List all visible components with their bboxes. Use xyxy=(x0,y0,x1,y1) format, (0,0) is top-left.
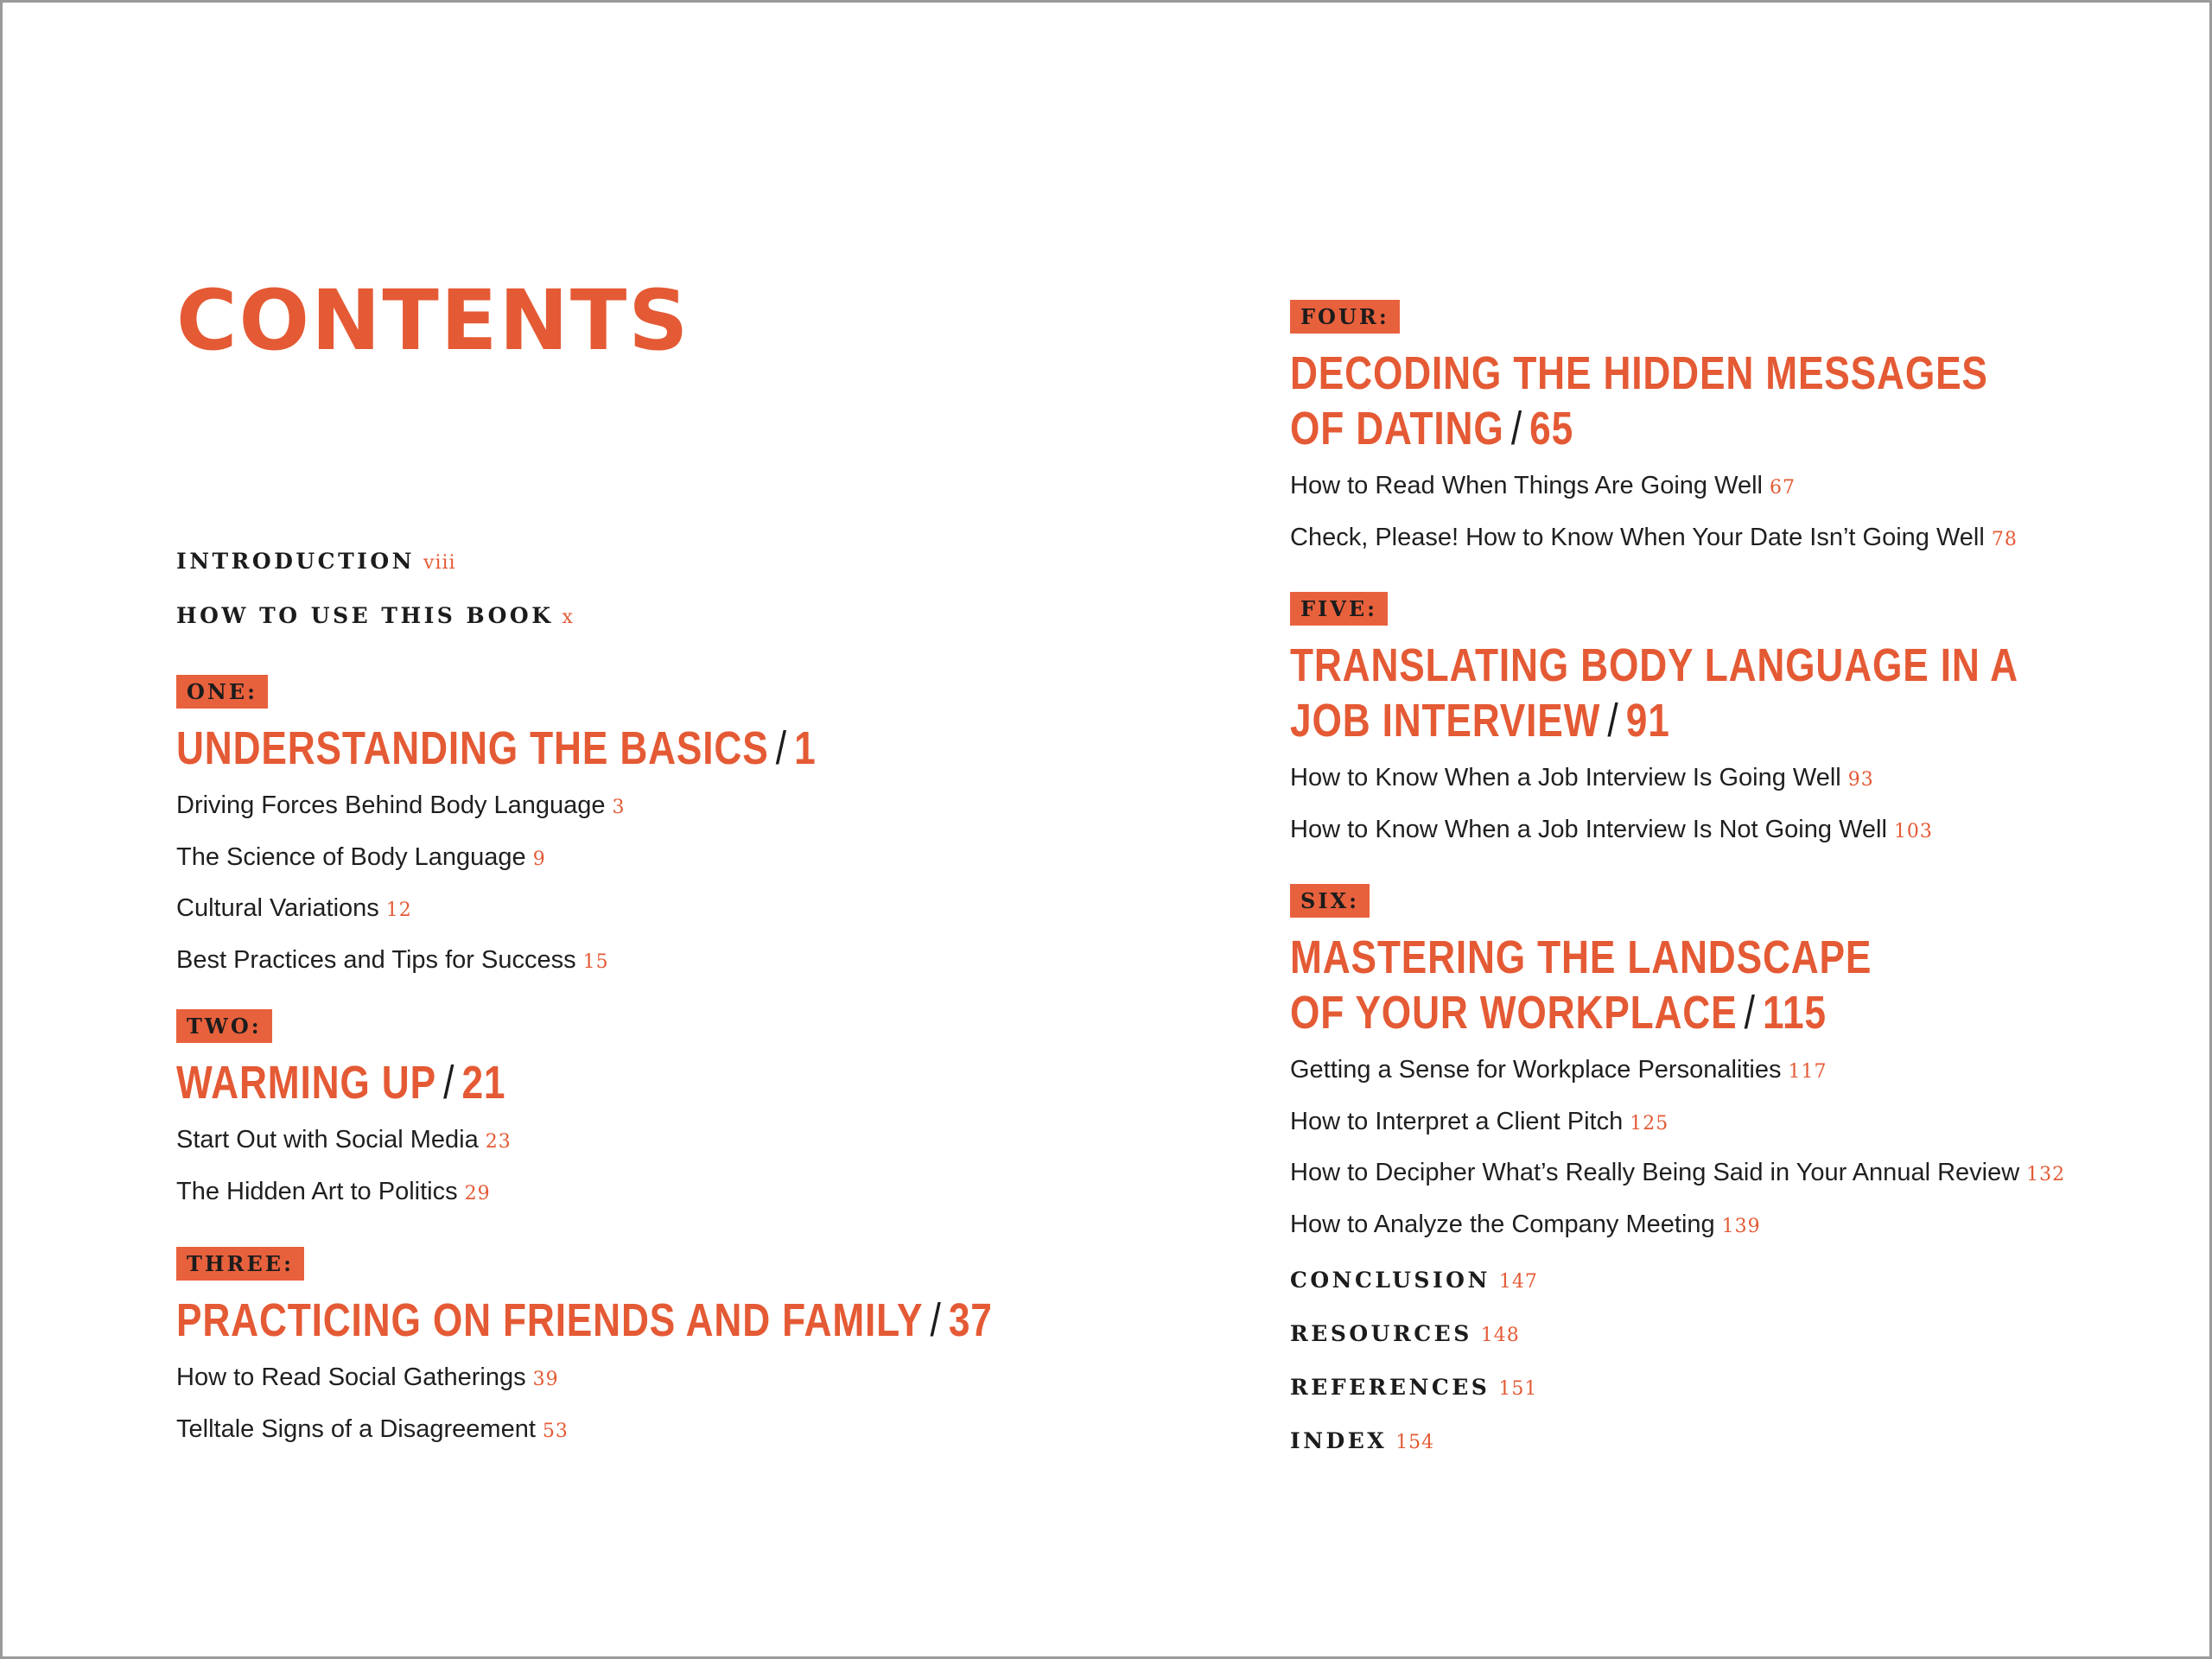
entry-title: The Science of Body Language xyxy=(176,842,526,871)
entry-list xyxy=(1290,461,2141,564)
chapter-page: 37 xyxy=(948,1294,993,1346)
toc-entry[interactable] xyxy=(176,1405,1172,1457)
page-number: 147 xyxy=(1498,1271,1538,1293)
toc-entry[interactable] xyxy=(1290,1046,2065,1097)
entry-page: 29 xyxy=(464,1182,491,1205)
page-number: 154 xyxy=(1395,1432,1435,1453)
back-matter-conclusion[interactable] xyxy=(1290,1268,1538,1293)
separator-slash: / xyxy=(1744,987,1756,1039)
part-one xyxy=(176,675,957,987)
chapter-title-line: JOB INTERVIEW xyxy=(1290,695,1601,747)
chapter-title[interactable] xyxy=(1290,638,2018,748)
chapter-page: 1 xyxy=(794,722,817,774)
entry-page: 103 xyxy=(1893,820,1933,842)
part-badge: FOUR: xyxy=(1290,300,1400,334)
entry-title: Driving Forces Behind Body Language xyxy=(176,791,606,819)
back-matter-label: RESOURCES xyxy=(1290,1321,1472,1346)
part-badge: THREE: xyxy=(176,1247,304,1281)
toc-entry[interactable] xyxy=(176,884,957,936)
entry-title: How to Know When a Job Interview Is Not Going Well xyxy=(1290,815,1887,843)
entry-title: Start Out with Social Media xyxy=(176,1126,479,1154)
separator-slash: / xyxy=(443,1057,455,1109)
separator-slash: / xyxy=(1607,695,1619,747)
part-badge: TWO: xyxy=(176,1009,272,1043)
toc-entry[interactable] xyxy=(176,833,957,885)
entry-page: 15 xyxy=(582,950,609,973)
chapter-title-line: DECODING THE HIDDEN MESSAGES xyxy=(1290,347,1988,399)
toc-entry[interactable] xyxy=(1290,753,2178,805)
entry-title: Cultural Variations xyxy=(176,894,379,922)
entry-title: Getting a Sense for Workplace Personalities xyxy=(1290,1056,1782,1084)
part-four xyxy=(1290,300,2141,564)
entry-title: The Hidden Art to Politics xyxy=(176,1177,458,1205)
entry-page: 53 xyxy=(542,1420,569,1442)
toc-entry[interactable] xyxy=(1290,805,2178,857)
toc-entry[interactable] xyxy=(176,1167,578,1219)
entry-title: Telltale Signs of a Disagreement xyxy=(176,1414,536,1443)
separator-slash: / xyxy=(1510,403,1522,454)
toc-entry[interactable] xyxy=(176,781,957,833)
entry-title: How to Interpret a Client Pitch xyxy=(1290,1107,1624,1135)
entry-list xyxy=(176,781,957,987)
toc-entry[interactable] xyxy=(1290,461,2141,513)
entry-list xyxy=(1290,1046,2065,1251)
chapter-title-line: OF YOUR WORKPLACE xyxy=(1290,987,1738,1039)
chapter-title[interactable] xyxy=(1290,346,1988,456)
entry-page: 132 xyxy=(2026,1164,2066,1185)
entry-title: How to Decipher What’s Really Being Said in Your Annual Review xyxy=(1290,1159,2020,1186)
page-number: 151 xyxy=(1498,1378,1538,1400)
entry-page: 12 xyxy=(385,899,412,921)
chapter-title-line: OF DATING xyxy=(1290,403,1504,454)
toc-entry[interactable] xyxy=(1290,1148,2065,1200)
entry-list xyxy=(176,1353,1172,1456)
entry-page: 9 xyxy=(532,848,546,870)
entry-page: 78 xyxy=(1991,528,2018,550)
front-matter-introduction[interactable] xyxy=(176,549,456,574)
entry-page: 93 xyxy=(1847,769,1874,791)
back-matter-references[interactable] xyxy=(1290,1375,1537,1400)
separator-slash: / xyxy=(775,722,787,774)
chapter-title[interactable] xyxy=(176,1293,993,1348)
entry-page: 67 xyxy=(1769,477,1796,499)
entry-title: How to Analyze the Company Meeting xyxy=(1290,1210,1715,1238)
chapter-title-line: MASTERING THE LANDSCAPE xyxy=(1290,931,1872,983)
back-matter-label: INDEX xyxy=(1290,1428,1388,1453)
page-number: viii xyxy=(423,552,456,574)
front-matter-label: INTRODUCTION xyxy=(176,549,416,574)
page-title: CONTENTS xyxy=(176,272,690,369)
chapter-title[interactable] xyxy=(1290,930,1926,1040)
chapter-title[interactable] xyxy=(176,1055,505,1110)
page-number: 148 xyxy=(1480,1325,1520,1346)
entry-page: 23 xyxy=(485,1131,512,1153)
part-five xyxy=(1290,592,2178,856)
back-matter-resources[interactable] xyxy=(1290,1321,1520,1346)
toc-entry[interactable] xyxy=(176,1116,578,1167)
separator-slash: / xyxy=(930,1294,942,1346)
back-matter-label: CONCLUSION xyxy=(1290,1268,1491,1293)
page-number: x xyxy=(562,607,574,628)
entry-page: 117 xyxy=(1788,1061,1827,1083)
front-matter-label: HOW TO USE THIS BOOK xyxy=(176,603,554,628)
toc-entry[interactable] xyxy=(1290,513,2141,565)
back-matter-index[interactable] xyxy=(1290,1428,1434,1453)
chapter-page: 91 xyxy=(1625,695,1670,747)
toc-entry[interactable] xyxy=(1290,1200,2065,1252)
part-six xyxy=(1290,884,2065,1251)
chapter-title-line: PRACTICING ON FRIENDS AND FAMILY xyxy=(176,1294,924,1346)
entry-title: How to Read When Things Are Going Well xyxy=(1290,472,1763,499)
chapter-title-line: TRANSLATING BODY LANGUAGE IN A xyxy=(1290,639,2018,691)
entry-title: Best Practices and Tips for Success xyxy=(176,945,576,974)
entry-page: 125 xyxy=(1630,1112,1669,1135)
chapter-page: 21 xyxy=(461,1057,506,1109)
part-badge: FIVE: xyxy=(1290,592,1388,626)
toc-entry[interactable] xyxy=(1290,1097,2065,1149)
entry-page: 139 xyxy=(1721,1215,1761,1237)
entry-page: 39 xyxy=(532,1369,559,1390)
entry-title: Check, Please! How to Know When Your Date Isn’t Going Well xyxy=(1290,523,1985,551)
toc-entry[interactable] xyxy=(176,1353,1172,1405)
entry-title: How to Know When a Job Interview Is Going Well xyxy=(1290,764,1841,791)
part-three xyxy=(176,1247,1172,1456)
chapter-page: 115 xyxy=(1762,987,1827,1039)
front-matter-how-to-use[interactable] xyxy=(176,603,574,628)
part-badge: SIX: xyxy=(1290,884,1370,918)
entry-list xyxy=(176,1116,578,1218)
chapter-title[interactable] xyxy=(176,721,817,776)
entry-title: How to Read Social Gatherings xyxy=(176,1363,526,1391)
chapter-page: 65 xyxy=(1529,403,1574,454)
part-two xyxy=(176,1009,578,1218)
entry-list xyxy=(1290,753,2178,856)
entry-page: 3 xyxy=(612,797,626,818)
back-matter-label: REFERENCES xyxy=(1290,1375,1491,1400)
toc-entry[interactable] xyxy=(176,936,957,988)
part-badge: ONE: xyxy=(176,675,268,709)
chapter-title-line: UNDERSTANDING THE BASICS xyxy=(176,722,769,774)
chapter-title-line: WARMING UP xyxy=(176,1057,436,1109)
